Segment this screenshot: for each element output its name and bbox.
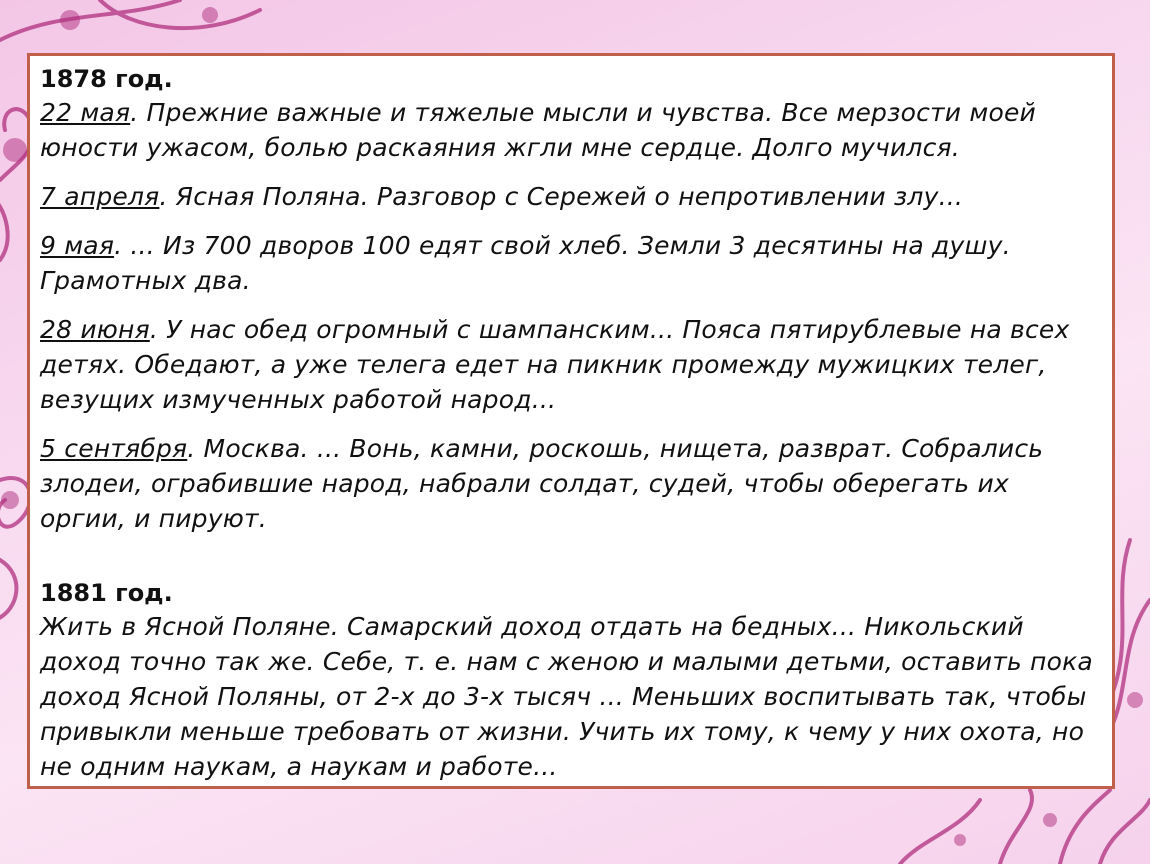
text-card bbox=[27, 53, 1115, 789]
year-heading-1878: 1878 год. bbox=[40, 65, 173, 93]
diary-entry bbox=[40, 312, 1102, 417]
entry-text: . Прежние важные и тяжелые мысли и чувства. Все мерзости моей юности ужасом, болью раскаяния жгли мне сердце. Долго мучился. bbox=[40, 98, 1036, 162]
entry-date: 5 сентября bbox=[40, 434, 188, 463]
diary-entry bbox=[40, 179, 1102, 214]
diary-entry bbox=[40, 228, 1102, 298]
entry-text: . Ясная Поляна. Разговор с Сережей о непротивлении злу... bbox=[159, 182, 964, 211]
section-spacer bbox=[40, 550, 1102, 578]
entry-date: 28 июня bbox=[40, 315, 150, 344]
diary-entry-1881: Жить в Ясной Поляне. Самарский доход отдать на бедных... Никольский доход точно так же. Себе, т. е. нам с женою и малыми детьми, оставить пока доход Ясной Поляны, от 2-х до 3-х тысяч ... Меньших воспитывать так, чтобы привыкли меньше требовать от жизни. Учить их тому, к чему у них охота, но не одним наукам, а наукам и работе... bbox=[40, 612, 1093, 781]
entry-date: 9 мая bbox=[40, 231, 115, 260]
entry-text: . Москва. ... Вонь, камни, роскошь, нищета, разврат. Собрались злодеи, ограбившие народ, набрали солдат, судей, чтобы оберегать их оргии, и пируют. bbox=[40, 434, 1044, 533]
entry-text: . ... Из 700 дворов 100 едят свой хлеб. Земли 3 десятины на душу. Грамотных два. bbox=[40, 231, 1011, 295]
entry-date: 22 мая bbox=[40, 98, 131, 127]
year-heading-1881: 1881 год. bbox=[40, 579, 173, 607]
entry-date: 7 апреля bbox=[40, 182, 160, 211]
diary-entry bbox=[40, 95, 1102, 165]
diary-entry bbox=[40, 431, 1102, 536]
entry-text: . У нас обед огромный с шампанским... Пояса пятирублевые на всех детях. Обедают, а уже телега едет на пикник промежду мужицких телег, везущих измученных работой народ... bbox=[40, 315, 1070, 414]
